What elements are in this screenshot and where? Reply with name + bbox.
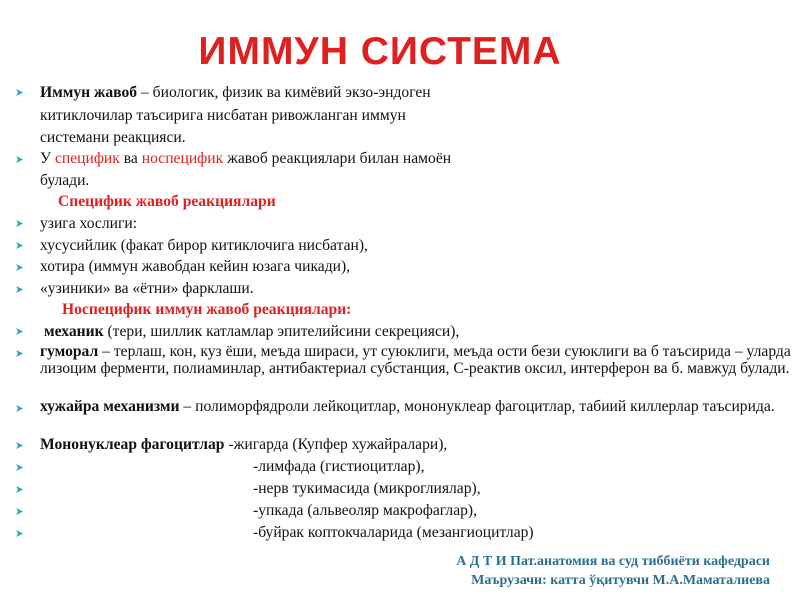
term-cellular-mechanism: хужайра механизми xyxy=(40,398,180,415)
immune-response-definition-line2: китиклочилар таъсирига нисбатан ривожланган иммун xyxy=(40,107,406,124)
nonspecific-item-mechanic xyxy=(44,321,792,342)
mononuclear-item: -лимфада (гистиоцитлар), xyxy=(253,458,425,475)
immune-response-definition-line3: системани реакцияси. xyxy=(40,129,186,146)
nonspecific-item-humoral xyxy=(40,343,792,377)
response-types-line1 xyxy=(40,148,792,169)
mononuclear-item: -жигарда (Купфер хужайралари), xyxy=(228,436,448,453)
term-specific: специфик xyxy=(54,150,120,167)
nonspecific-item-cellular xyxy=(40,398,792,415)
specific-item: хотира (иммун жавобдан кейин юзага чикади), xyxy=(40,258,351,275)
bullet-arrow-icon xyxy=(15,327,25,337)
bullet-arrow-icon xyxy=(15,219,25,229)
term-nonspecific: носпецифик xyxy=(141,150,224,167)
mononuclear-item: -упкада (альвеоляр макрофаглар), xyxy=(253,502,477,519)
text-suffix: жавоб реакциялари билан намоён xyxy=(223,150,452,167)
bullet-arrow-icon xyxy=(15,404,25,414)
heading-specific-reactions: Специфик жавоб реакциялари xyxy=(58,193,276,210)
bullet-arrow-icon xyxy=(15,241,25,251)
response-types-line2: булади. xyxy=(40,172,90,189)
mechanic-text: (тери, шиллик катламлар эпителийсини секрецияси), xyxy=(103,323,460,340)
bullet-arrow-icon xyxy=(15,463,25,473)
specific-item: хусусийлик (факат бирор китиклочига нисбатан), xyxy=(40,237,368,254)
bullet-arrow-icon xyxy=(15,441,25,451)
mononuclear-item: -нерв тукимасида (микроглиялар), xyxy=(253,480,481,497)
heading-nonspecific-reactions: Носпецифик иммун жавоб реакциялари: xyxy=(62,301,352,318)
bullet-arrow-icon xyxy=(15,529,25,539)
text-prefix: У xyxy=(40,150,55,167)
bullet-arrow-icon xyxy=(15,349,25,359)
bullet-arrow-icon xyxy=(15,507,25,517)
slide-title: ИММУН СИСТЕМА xyxy=(198,30,562,73)
text-and: ва xyxy=(119,150,142,167)
footer-department: А Д Т И Пат.анатомия ва суд тиббиёти кафедраси xyxy=(456,554,770,569)
mononuclear-item: -буйрак коптокчаларида (мезангиоцитлар) xyxy=(253,524,534,541)
term-humoral: гуморал xyxy=(40,343,99,360)
bullet-arrow-icon xyxy=(15,485,25,495)
term-mechanic: механик xyxy=(44,323,104,340)
bullet-arrow-icon xyxy=(15,285,25,295)
specific-item: «узиники» ва «ётни» фарклаши. xyxy=(40,280,254,297)
cellular-text: – полиморфядроли лейкоцитлар, мононуклеар фагоцитлар, табиий киллерлар таъсирида. xyxy=(179,398,775,415)
humoral-text: – терлаш, кон, куз ёши, меъда шираси, ут суюклиги, меъда ости бези суюклиги ва б таъсирида – уларда лизоцим ферменти, полиаминлар, антибактериал субстанция, С-реактив оксил, интерферон ва б. мавжуд булади. xyxy=(40,343,791,377)
bullet-arrow-icon xyxy=(15,263,25,273)
specific-item: узига хослиги: xyxy=(40,215,138,232)
definition-text: – биологик, физик ва кимёвий экзо-эндоген xyxy=(137,84,431,101)
mononuclear-line xyxy=(40,434,792,455)
bullet-arrow-icon xyxy=(15,155,25,165)
immune-response-definition-line1 xyxy=(40,82,792,103)
bullet-arrow-icon xyxy=(15,88,25,98)
term-mononuclear-phagocytes: Мононуклеар фагоцитлар xyxy=(40,436,225,453)
footer-lecturer: Маърузачи: катта ўқитувчи М.А.Маматалиева xyxy=(471,573,770,588)
term-immune-response: Иммун жавоб xyxy=(40,84,138,101)
